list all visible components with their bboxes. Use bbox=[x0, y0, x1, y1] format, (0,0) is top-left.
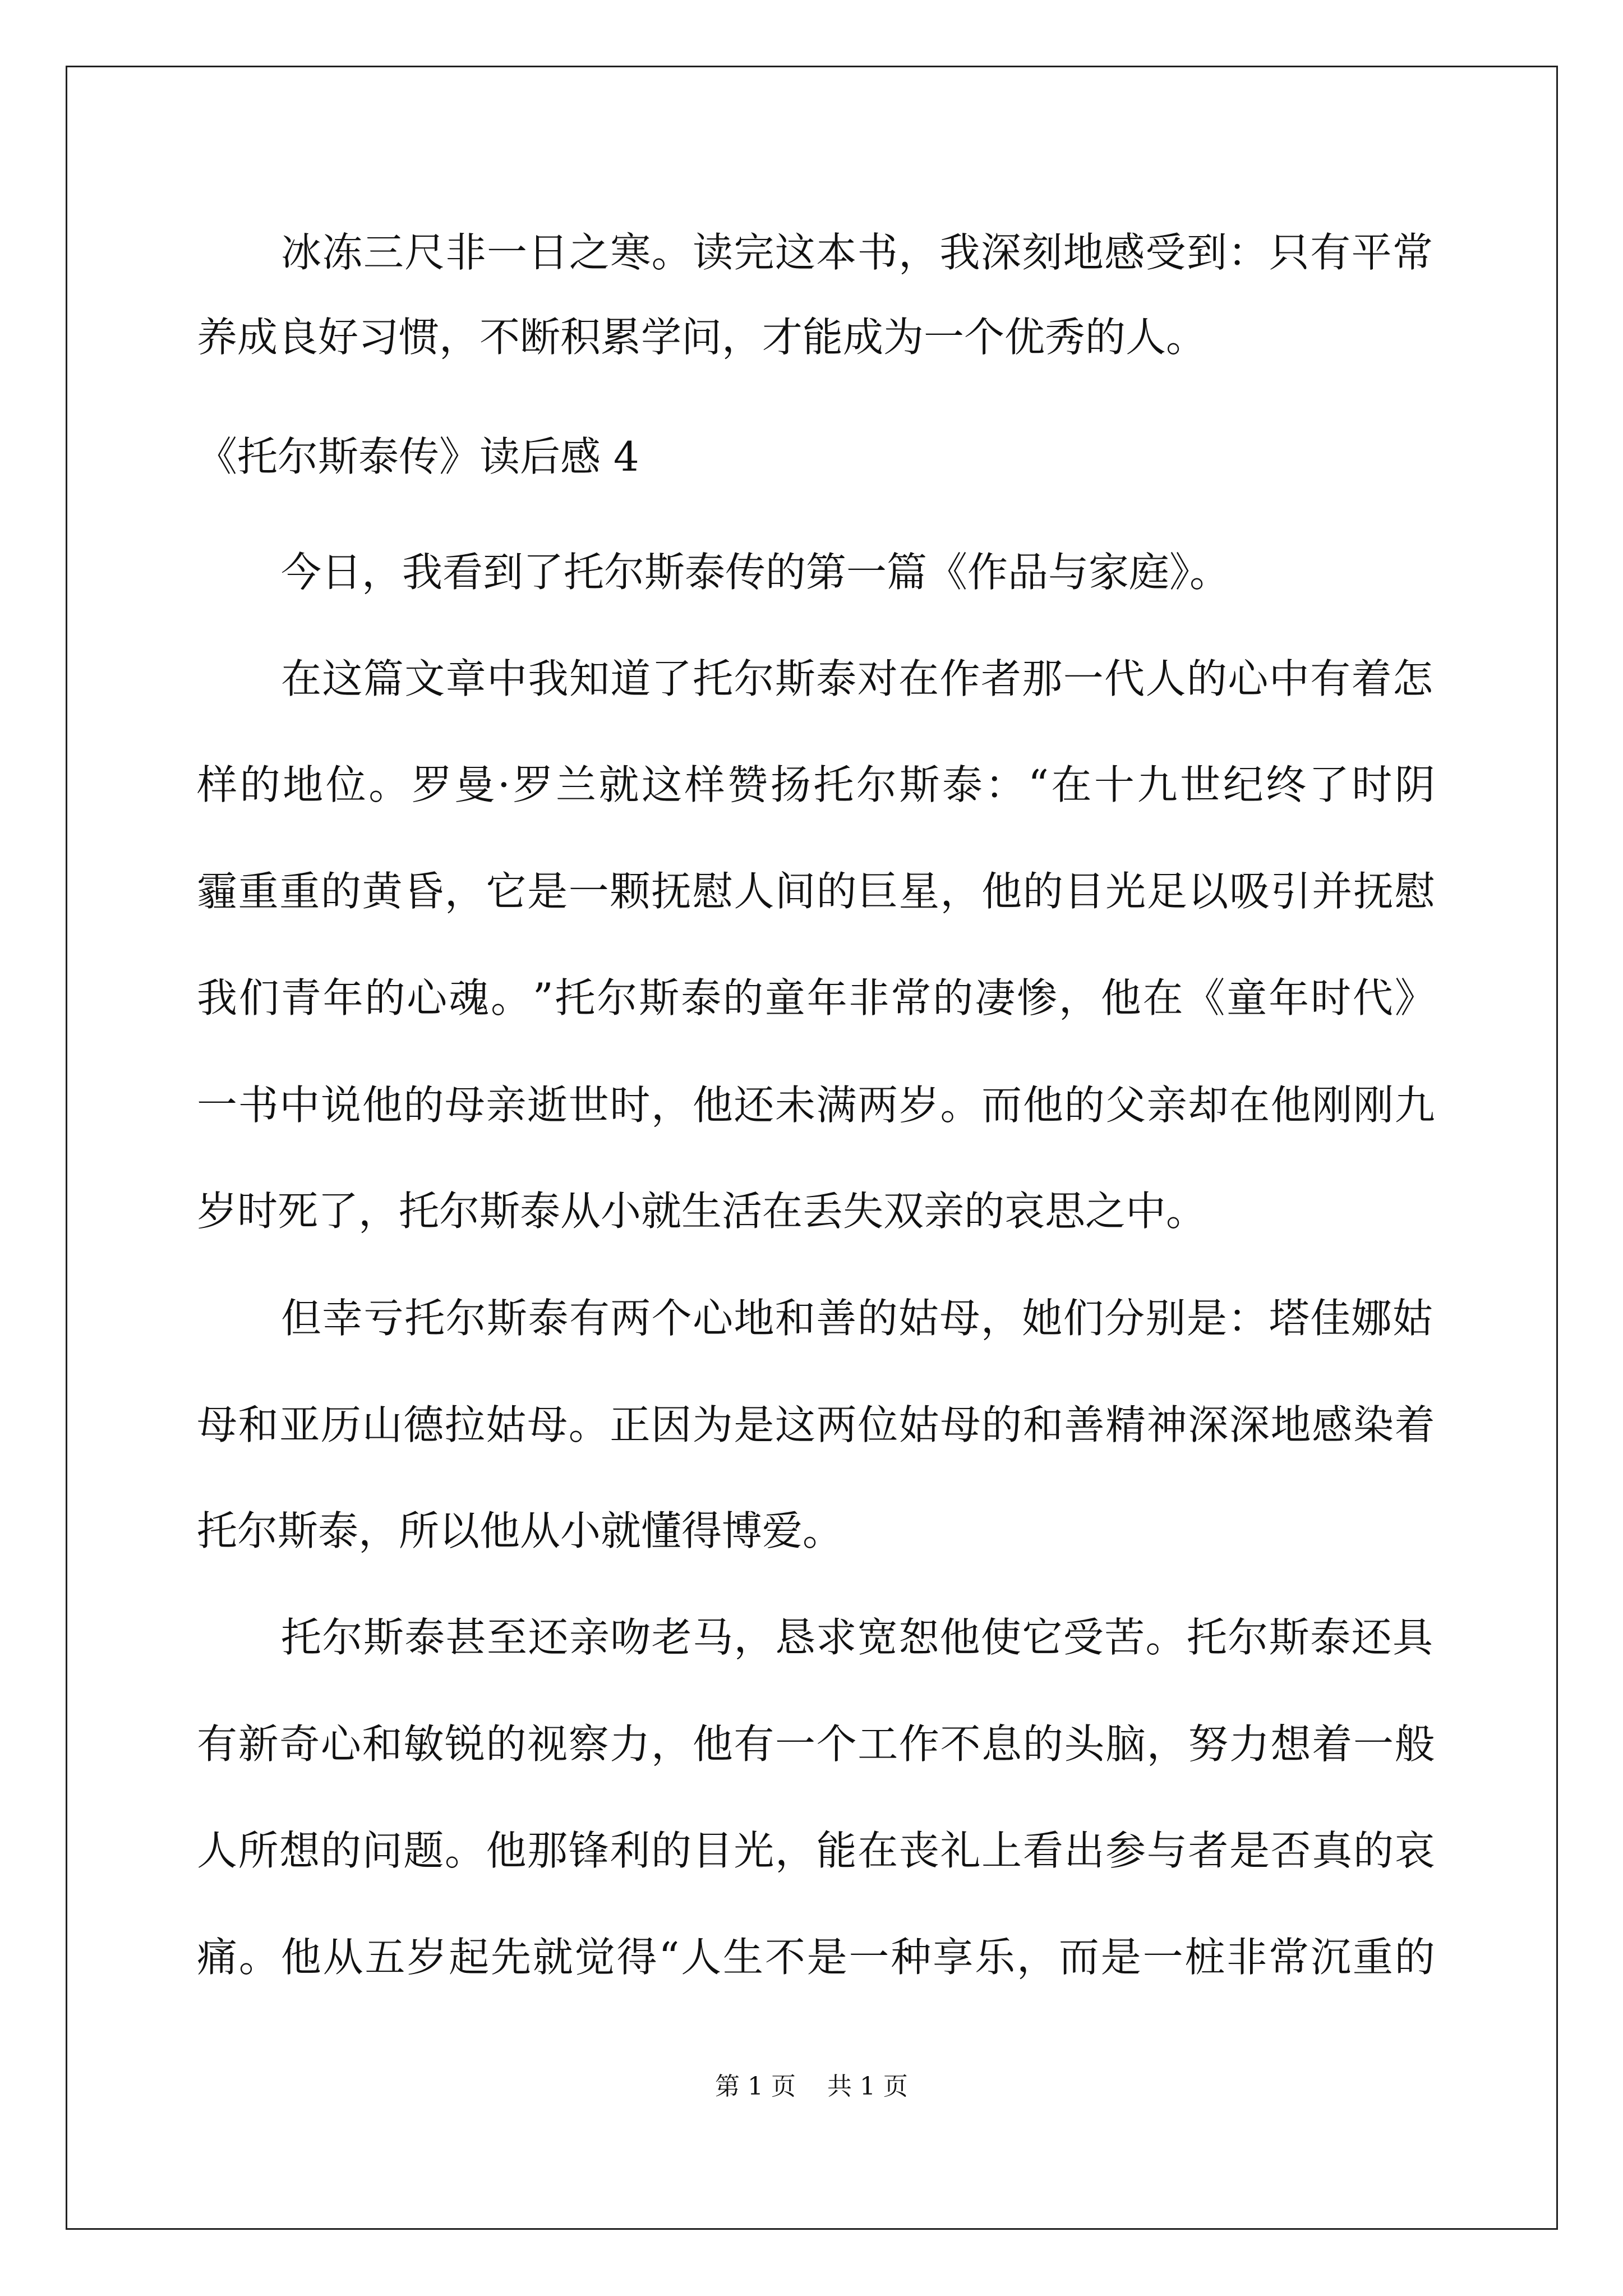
paragraph-line: 有 新 奇 心 和 敏 锐 的 视 察 力 ， 他 有 一 个 工 作 不 息 的 头 脑 ， 努 力 想 着 一 般 bbox=[197, 1720, 1435, 1768]
paragraph-line: 霾 重 重 的 黄 昏 ， 它 是 一 颗 抚 慰 人 间 的 巨 星 ， 他 的 目 光 足 以 吸 引 并 抚 慰 bbox=[197, 868, 1435, 915]
page-border bbox=[66, 66, 1558, 2230]
paragraph-line: 我 们 青 年 的 心 魂 。 ” 托 尔 斯 泰 的 童 年 非 常 的 凄 惨 ， 他 在 《 童 年 时 代 》 bbox=[197, 974, 1435, 1022]
page-footer: 第 1 页 共 1 页 bbox=[715, 2072, 908, 2101]
paragraph-line: 母 和 亚 历 山 德 拉 姑 母 。 正 因 为 是 这 两 位 姑 母 的 和 善 精 神 深 深 地 感 染 着 bbox=[197, 1401, 1435, 1448]
paragraph-line: 岁时死了，托尔斯泰从小就生活在丢失双亲的哀思之中。 bbox=[197, 1188, 1207, 1235]
paragraph-line: 样 的 地 位 。 罗 曼 · 罗 兰 就 这 样 赞 扬 托 尔 斯 泰 ： “ 在 十 九 世 纪 终 了 时 阴 bbox=[197, 761, 1435, 808]
section-heading: 《托尔斯泰传》读后感 4 bbox=[197, 433, 639, 480]
paragraph-line: 痛 。 他 从 五 岁 起 先 就 觉 得 “ 人 生 不 是 一 种 享 乐 ， 而 是 一 桩 非 常 沉 重 的 bbox=[197, 1934, 1435, 1981]
paragraph-line: 在 这 篇 文 章 中 我 知 道 了 托 尔 斯 泰 对 在 作 者 那 一 代 人 的 心 中 有 着 怎 bbox=[281, 655, 1433, 702]
paragraph-line: 人 所 想 的 问 题 。 他 那 锋 利 的 目 光 ， 能 在 丧 礼 上 看 出 参 与 者 是 否 真 的 哀 bbox=[197, 1827, 1435, 1874]
paragraph-line: 托尔斯泰，所以他从小就懂得博爱。 bbox=[197, 1507, 843, 1554]
paragraph-line: 养成良好习惯，不断积累学问，才能成为一个优秀的人。 bbox=[197, 314, 1207, 361]
paragraph-line: 冰 冻 三 尺 非 一 日 之 寒 。 读 完 这 本 书 ， 我 深 刻 地 感 受 到 ： 只 有 平 常 bbox=[281, 229, 1433, 276]
paragraph-line: 一 书 中 说 他 的 母 亲 逝 世 时 ， 他 还 未 满 两 岁 。 而 他 的 父 亲 却 在 他 刚 刚 九 bbox=[197, 1082, 1435, 1129]
paragraph-line: 今日，我看到了托尔斯泰传的第一篇《作品与家庭》。 bbox=[281, 549, 1230, 596]
paragraph-line: 托 尔 斯 泰 甚 至 还 亲 吻 老 马 ， 恳 求 宽 恕 他 使 它 受 苦 。 托 尔 斯 泰 还 具 bbox=[281, 1614, 1433, 1661]
paragraph-line: 但 幸 亏 托 尔 斯 泰 有 两 个 心 地 和 善 的 姑 母 ， 她 们 分 别 是 ： 塔 佳 娜 姑 bbox=[281, 1295, 1433, 1342]
